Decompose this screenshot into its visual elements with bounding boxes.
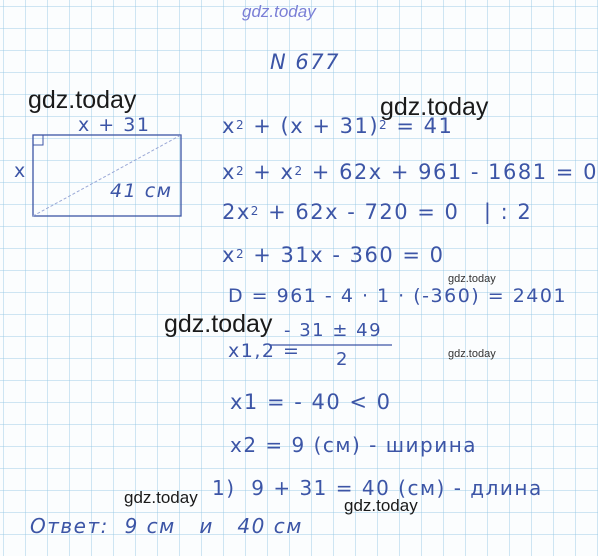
- watermark-left: gdz.today: [28, 86, 137, 114]
- problem-number: N 677: [270, 50, 340, 74]
- answer-line: Ответ: 9 см и 40 см: [30, 514, 303, 538]
- watermark-bottom-left: gdz.today: [124, 488, 198, 507]
- equation-line-1: $x^2 + (x + 31)^2 = 41$: [222, 114, 454, 138]
- watermark-small-1: gdz.today: [448, 273, 496, 285]
- discriminant-line: D = 961 - 4 · 1 · (-360) = 2401: [228, 285, 568, 307]
- figure-diagonal-label: 41 см: [110, 180, 173, 202]
- equation-line-2: $x^2 + x^2 + 62x + 961 - 1681 = 0$: [222, 160, 598, 184]
- roots-formula-lhs: x1,2 =: [228, 340, 301, 362]
- figure-top-label: x + 31: [78, 114, 151, 136]
- watermark-small-2: gdz.today: [448, 348, 496, 360]
- watermark-bottom-right: gdz.today: [344, 496, 418, 515]
- root-1-line: x1 = - 40 < 0: [230, 390, 392, 414]
- watermark-center: gdz.today: [164, 310, 273, 338]
- watermark-right: gdz.today: [380, 93, 489, 121]
- equation-line-4: $x^2 + 31x - 360 = 0$: [222, 243, 445, 267]
- length-line: 1) 9 + 31 = 40 (см) - длина: [212, 476, 543, 500]
- equation-line-3: $2x^2 + 62x - 720 = 0$ | : 2: [222, 200, 533, 224]
- watermark-top: gdz.today: [242, 2, 316, 21]
- root-2-line: x2 = 9 (см) - ширина: [230, 433, 478, 457]
- roots-formula-numerator: - 31 ± 49: [284, 320, 383, 341]
- figure-left-label: x: [14, 160, 27, 182]
- roots-formula-denominator: 2: [336, 349, 349, 370]
